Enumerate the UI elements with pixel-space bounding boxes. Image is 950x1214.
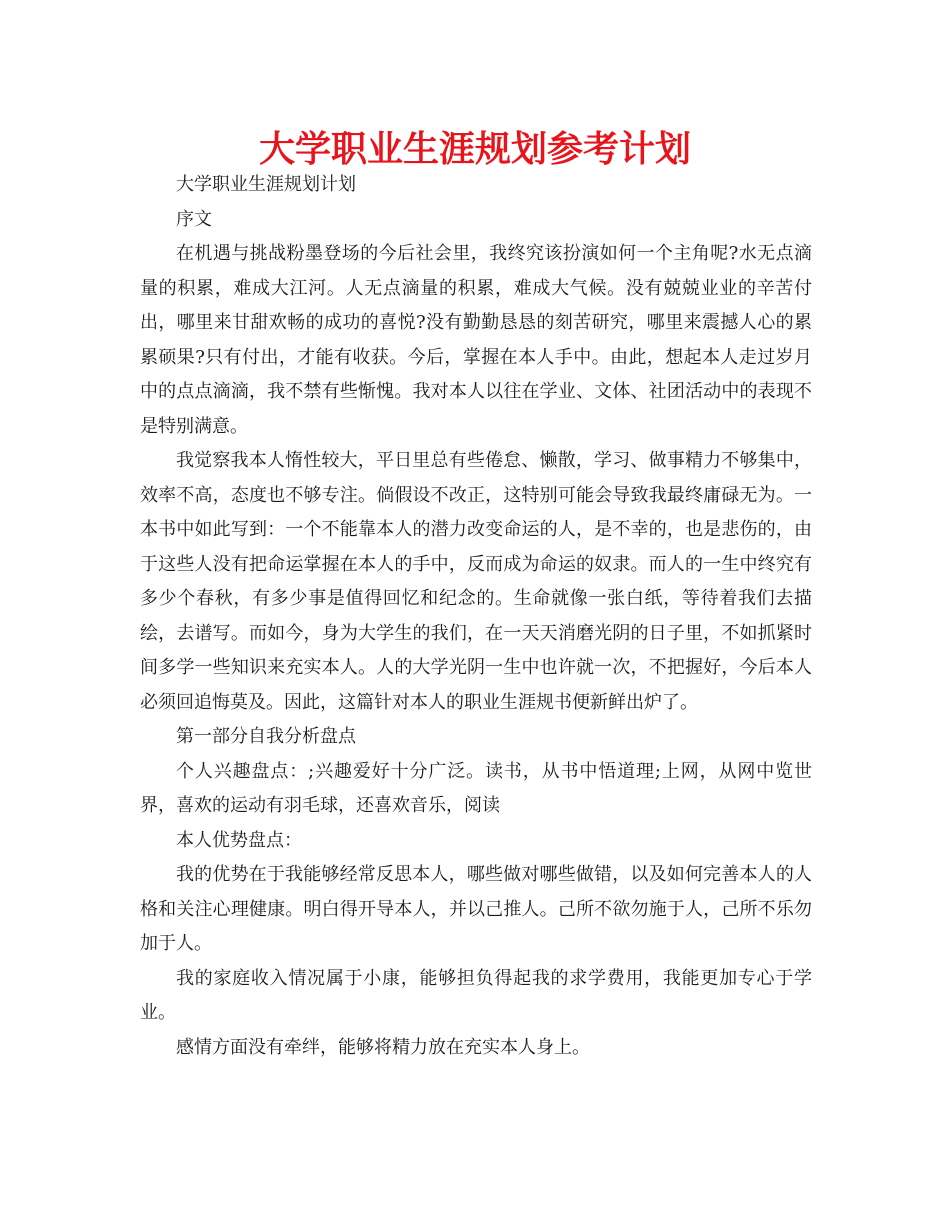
section-heading: 第一部分自我分析盘点 <box>176 726 356 747</box>
body-paragraph: 个人兴趣盘点：;兴趣爱好十分广泛。读书，从书中悟道理;上网，从网中览世界，喜欢的运动有羽毛球，还喜欢音乐，阅读 <box>140 760 812 816</box>
body-paragraph: 在机遇与挑战粉墨登场的今后社会里，我终究该扮演如何一个主角呢?水无点滴量的积累，难成大江河。人无点滴量的积累，难成大气候。没有兢兢业业的辛苦付出，哪里来甘甜欢畅的成功的喜悦?没有勤勤恳恳的刻苦研究，哪里来震撼人心的累累硕果?只有付出，才能有收获。今后，掌握在本人手中。由此，想起本人走过岁月中的点点滴滴，我不禁有些惭愧。我对本人以往在学业、文体、社团活动中的表现不是特别满意。 <box>140 243 812 437</box>
document-title: 大学职业生涯规划参考计划 <box>258 129 691 170</box>
subsection-heading: 本人优势盘点： <box>176 829 302 851</box>
body-paragraph: 感情方面没有牵绊，能够将精力放在充实本人身上。 <box>176 1036 590 1058</box>
body-paragraph: 我的家庭收入情况属于小康，能够担负得起我的求学费用，我能更加专心于学业。 <box>140 967 812 1023</box>
document-body <box>140 168 812 1065</box>
preface-heading: 序文 <box>176 208 212 230</box>
body-paragraph: 我的优势在于我能够经常反思本人，哪些做对哪些做错，以及如何完善本人的人格和关注心理健康。明白得开导本人，并以己推人。己所不欲勿施于人，己所不乐勿加于人。 <box>140 864 812 954</box>
subtitle-paragraph: 大学职业生涯规划计划 <box>176 174 356 195</box>
body-paragraph: 我觉察我本人惰性较大，平日里总有些倦怠、懒散，学习、做事精力不够集中，效率不高，态度也不够专注。倘假设不改正，这特别可能会导致我最终庸碌无为。一本书中如此写到：一个不能靠本人的潜力改变命运的人，是不幸的，也是悲伤的，由于这些人没有把命运掌握在本人的手中，反而成为命运的奴隶。而人的一生中终究有多少个春秋，有多少事是值得回忆和纪念的。生命就像一张白纸，等待着我们去描绘，去谱写。而如今，身为大学生的我们，在一天天消磨光阴的日子里，不如抓紧时间多学一些知识来充实本人。人的大学光阴一生中也许就一次，不把握好，今后本人必须回追悔莫及。因此，这篇针对本人的职业生涯规书便新鲜出炉了。 <box>140 450 812 713</box>
